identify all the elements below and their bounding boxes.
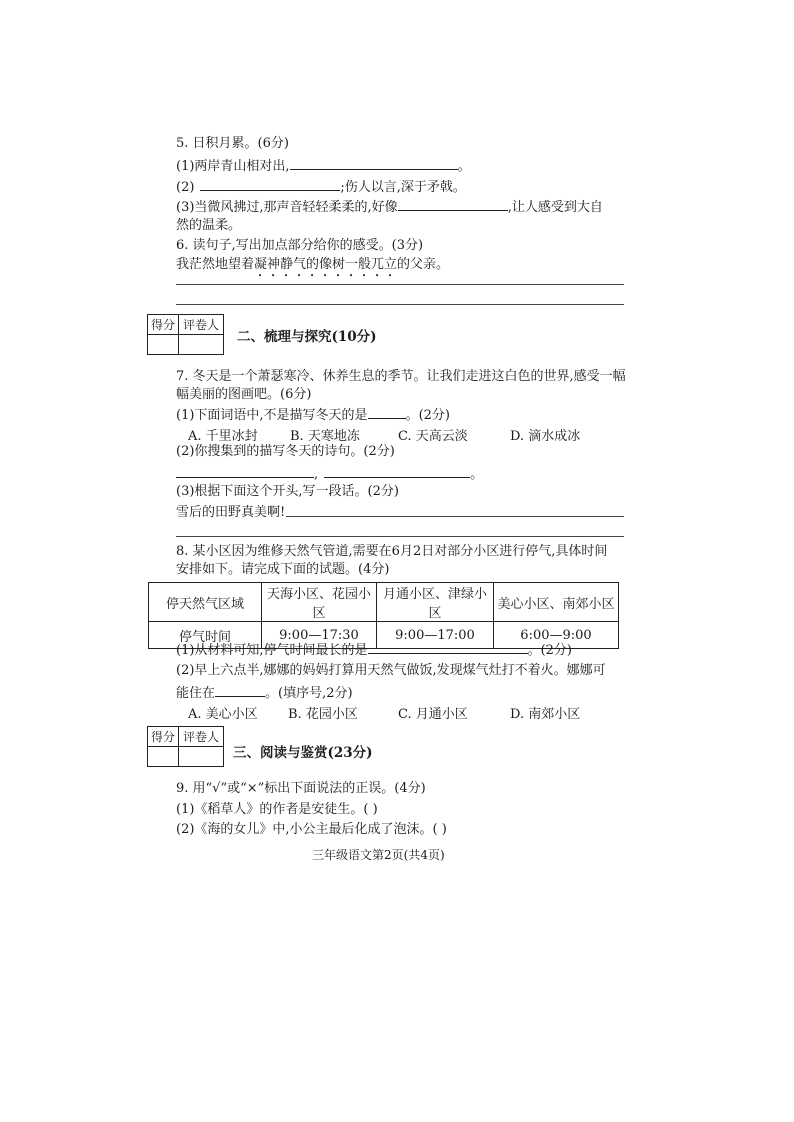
section2-score-cell[interactable] xyxy=(148,335,179,355)
section3-score-cell[interactable] xyxy=(148,747,179,767)
q9-statement-1: (1)《稻草人》的作者是安徒生。( ) xyxy=(176,802,378,817)
q7-writing-line-2[interactable] xyxy=(176,536,624,537)
q7-intro-line-1: 7. 冬天是一个萧瑟寒冷、休养生息的季节。让我们走进这白色的世界,感受一幅 xyxy=(176,369,626,384)
page-footer: 三年级语文第2页(共4页) xyxy=(312,848,445,862)
q7-sub3-start: 雪后的田野真美啊! xyxy=(176,505,286,520)
q6-sentence-end: 的父亲。 xyxy=(397,257,450,272)
q8-sub2-blank[interactable] xyxy=(215,683,265,697)
q8-sub2-suffix: 。(填序号,2分) xyxy=(265,686,353,701)
q7-poem-blank-2[interactable] xyxy=(324,464,470,478)
q5-answer-blank-2[interactable] xyxy=(200,177,340,191)
section3-score-label: 得分 xyxy=(148,727,179,747)
q8-option-c: C. 月通小区 xyxy=(398,707,468,722)
q6-emphasized-phrase: 凝神静气的像树一般兀立 xyxy=(254,257,398,272)
q5-line-2-prefix: (2) xyxy=(176,180,195,195)
q5-line-1 xyxy=(176,156,471,176)
q6-title: 6. 读句子,写出加点部分给你的感受。(3分) xyxy=(176,238,424,253)
q5-line-1-suffix: 。 xyxy=(457,159,471,174)
gas-table-time-label: 停气时间 xyxy=(149,622,262,649)
q8-sub1 xyxy=(176,640,572,660)
section3-grader-label: 评卷人 xyxy=(179,727,224,747)
q7-poem-comma: , xyxy=(314,467,319,482)
q9-title: 9. 用“√”或“×”标出下面说法的正误。(4分) xyxy=(176,781,426,796)
q7-sub1-blank[interactable] xyxy=(368,405,406,419)
q7-option-d: D. 滴水成冰 xyxy=(510,429,581,444)
gas-table-time-col2: 9:00—17:00 xyxy=(377,622,494,649)
q7-sub1-prefix: (1)下面词语中,不是描写冬天的是 xyxy=(176,408,368,423)
section2-score-label: 得分 xyxy=(148,315,179,335)
gas-table-header-col2: 月通小区、津绿小区 xyxy=(377,583,494,622)
section3-score-box xyxy=(147,726,224,767)
q8-sub1-suffix: 。(2分) xyxy=(527,643,572,658)
q6-sentence xyxy=(176,256,449,280)
q9-statement-2: (2)《海的女儿》中,小公主最后化成了泡沫。( ) xyxy=(176,822,447,837)
q8-sub1-blank[interactable] xyxy=(368,640,528,654)
q7-option-a: A. 千里冰封 xyxy=(188,429,258,444)
q5-answer-blank-3[interactable] xyxy=(398,197,508,211)
q5-answer-blank-1[interactable] xyxy=(290,156,458,170)
gas-table-header-col3: 美心小区、南郊小区 xyxy=(494,583,619,622)
q5-line-3 xyxy=(176,197,603,217)
q8-sub2-prefix: 能住在 xyxy=(176,686,216,701)
q7-option-b: B. 天寒地冻 xyxy=(290,429,360,444)
q8-option-d: D. 南郊小区 xyxy=(510,707,581,722)
section2-grader-label: 评卷人 xyxy=(179,315,224,335)
gas-table-header-col1: 天海小区、花园小区 xyxy=(262,583,377,622)
q8-option-b: B. 花园小区 xyxy=(288,707,358,722)
q5-line-2 xyxy=(176,177,466,197)
q8-sub2-line-2 xyxy=(176,683,353,703)
q6-sentence-start: 我茫然地望着 xyxy=(176,257,255,272)
q5-line-2-suffix: ;伤人以言,深于矛戟。 xyxy=(340,180,466,195)
q8-intro-line-1: 8. 某小区因为维修天然气管道,需要在6月2日对部分小区进行停气,具体时间 xyxy=(176,544,608,559)
q5-title: 5. 日积月累。(6分) xyxy=(176,136,289,151)
section2-score-box xyxy=(147,314,224,355)
gas-outage-table xyxy=(148,582,619,649)
q8-intro-line-2: 安排如下。请完成下面的试题。(4分) xyxy=(176,562,390,577)
q7-sub3: (3)根据下面这个开头,写一段话。(2分) xyxy=(176,484,399,499)
q7-poem-period: 。 xyxy=(470,467,484,482)
section3-title: 三、阅读与鉴赏(23分) xyxy=(233,745,373,761)
q6-answer-line-2[interactable] xyxy=(176,304,624,305)
q8-option-a: A. 美心小区 xyxy=(188,707,258,722)
q5-line-3-suffix: ,让人感受到大自 xyxy=(507,200,603,215)
q8-sub2-line-1: (2)早上六点半,娜娜的妈妈打算用天然气做饭,发现煤气灶打不着火。娜娜可 xyxy=(176,663,606,678)
q5-line-1-prefix: (1)两岸青山相对出, xyxy=(176,159,290,174)
q7-sub1-suffix: 。(2分) xyxy=(405,408,450,423)
q7-intro-line-2: 幅美丽的图画吧。(6分) xyxy=(176,387,312,402)
q5-line-4: 然的温柔。 xyxy=(176,218,242,233)
q7-option-c: C. 天高云淡 xyxy=(398,429,468,444)
q8-sub1-prefix: (1)从材料可知,停气时间最长的是 xyxy=(176,643,368,658)
q7-sub2: (2)你搜集到的描写冬天的诗句。(2分) xyxy=(176,444,395,459)
q7-writing-line-1[interactable] xyxy=(286,516,624,517)
q6-answer-line-1[interactable] xyxy=(176,284,624,285)
gas-table-header-area: 停天然气区域 xyxy=(149,583,262,622)
section2-title: 二、梳理与探究(10分) xyxy=(237,329,377,345)
section2-grader-cell[interactable] xyxy=(179,335,224,355)
gas-table-time-col3: 6:00—9:00 xyxy=(494,622,619,649)
q7-poem-blank-1[interactable] xyxy=(176,464,314,478)
gas-table-header-row xyxy=(149,583,619,622)
section3-grader-cell[interactable] xyxy=(179,747,224,767)
q7-sub2-answer xyxy=(176,464,483,484)
q5-line-3-prefix: (3)当微风拂过,那声音轻轻柔柔的,好像 xyxy=(176,200,398,215)
gas-table-time-col1: 9:00—17:30 xyxy=(262,622,377,649)
q7-sub1 xyxy=(176,405,450,425)
